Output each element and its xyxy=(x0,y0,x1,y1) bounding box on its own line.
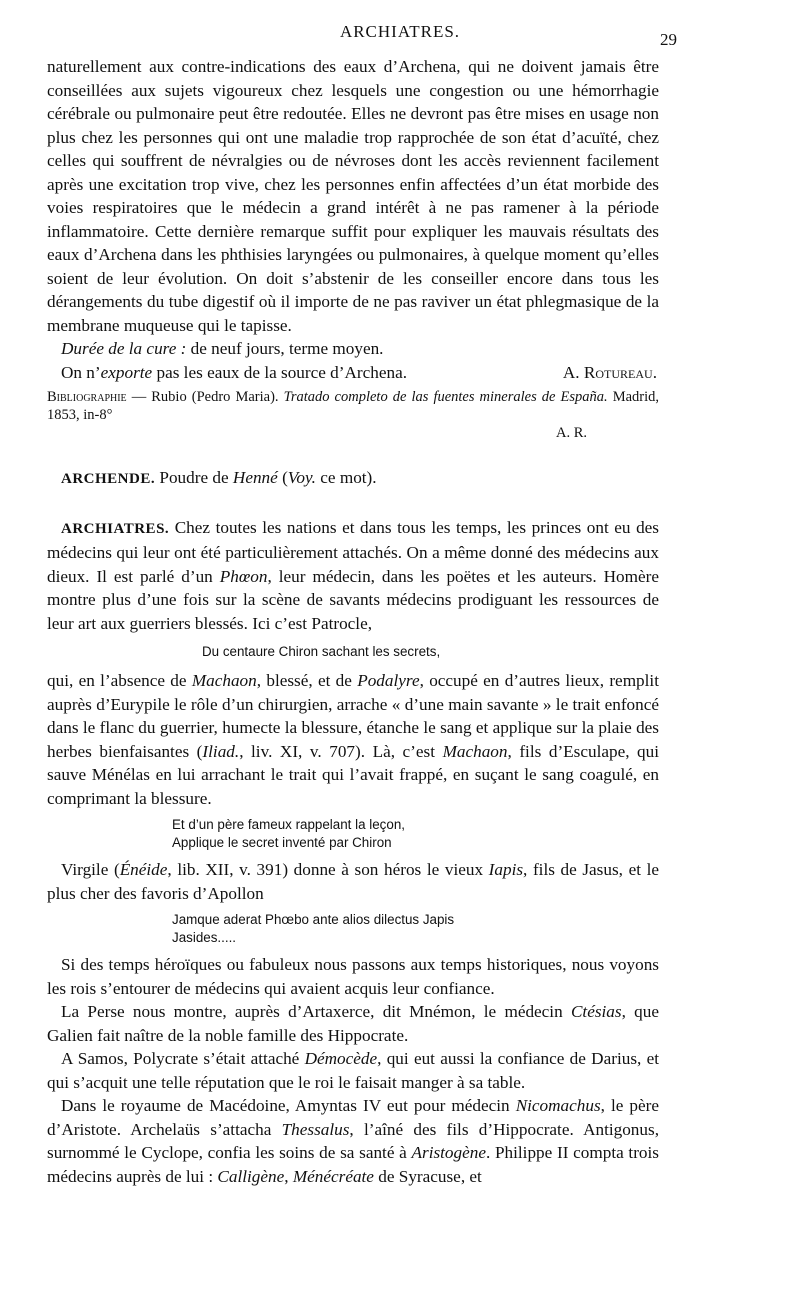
bibliography-author: — Rubio (Pedro Maria). xyxy=(126,389,284,405)
page-body xyxy=(47,55,659,1188)
machaon-text-b4: , liv. XI, v. 707). Là, c’est xyxy=(239,741,443,761)
verse-line: Et d’un père fameux rappelant la leçon, xyxy=(172,817,405,832)
archende-italic: Henné xyxy=(232,468,278,487)
paragraph-machaon xyxy=(47,669,659,810)
bibliography xyxy=(47,388,659,424)
paragraph-macedoine xyxy=(47,1094,659,1188)
macedoine-text-g1: Dans le royaume de Macédoine, Amyntas IV eut pour médecin xyxy=(61,1096,516,1115)
running-title: ARCHIATRES. xyxy=(339,22,461,41)
export-text-post: pas les eaux de la source d’Archena. xyxy=(152,362,408,382)
paragraph-contraindications: naturellement aux contre-indications des eaux d’Archena, qui ne doivent jamais être conseillées aux sujets vigoureux chez lesquels une congestion ou une hémorrhagie cérébrale ou pulmonaire peut être redoutée. Elles ne devront pas être mises en usage non plus chez les personnes qui ont une maladie trop rapprochée de son état d’acuïté, chez celles qui souffrent de névralgies ou de névroses dont les accès reviennent facilement après une excitation trop vive, chez les personnes enfin affectées d’un état morbide des voies respiratoires que le médecin a grand intérêt à ne pas ramener à la période inflammatoire. Cette dernière remarque suffit pour expliquer les mauvais résultats des eaux d’Archena dans les phthisies laryngées ou pulmonaires, à quelque moment qu’elles soient de leur évolution. On doit s’abstenir de les conseiller encore dans tous les dérangements du tube digestif où il importe de ne pas raviver un état phlegmasique de la membrane muqueuse qui le tapisse. xyxy=(47,57,659,335)
page-number: 29 xyxy=(660,30,677,49)
macedoine-text-g3: , l’aîné des fils d’Hippocrate. Antigonus, surnommé le Cyclope, confia les soins de sa santé à xyxy=(47,1119,659,1162)
macedoine-text-g5: , xyxy=(284,1166,293,1186)
archende-text-pre: Poudre de xyxy=(155,468,233,487)
cure-duration-label: Durée de la cure : xyxy=(61,339,187,358)
ctesias-italic: Ctésias xyxy=(570,1002,622,1021)
podalyre-italic: Podalyre xyxy=(357,671,420,690)
machaon-text-b3: , occupé en d’autres lieux, remplit auprès d’Eurypile le rôle d’un chirurgien, arrache « d’une main savante » le trait enfoncé dans le flanc du guerrier, humecte la blessure, étanche le sang et applique sur la plaie des herbes bienfaisantes ( xyxy=(47,671,659,761)
archende-text-post: ce mot). xyxy=(315,468,377,487)
virgile-text-c1: Virgile ( xyxy=(61,860,120,879)
paragraph-cure-duration xyxy=(47,337,659,361)
headword-archiatres: ARCHIATRES. xyxy=(61,520,170,537)
machaon-text-b5: , fils d’Esculape, qui sauve Ménélas en lui arrachant le trait qui l’avait frappé, en suçant le sang coagulé, en comprimant la blessure. xyxy=(47,741,660,808)
macedoine-text-g4: . Philippe II compta trois médecins auprès de lui : xyxy=(47,1143,659,1186)
samos-text-f2: , qui eut aussi la confiance de Darius, et qui s’acquit une telle réputation que le roi le faisait manger à sa table. xyxy=(47,1049,659,1092)
calligene-italic: Calligène xyxy=(217,1166,285,1186)
paragraph-samos xyxy=(47,1047,659,1094)
machaon-text-b1: qui, en l’absence de xyxy=(47,671,192,690)
archende-text-mid: ( xyxy=(277,468,288,487)
paragraph-perse xyxy=(47,1000,659,1047)
iliad-italic: Iliad. xyxy=(202,741,240,761)
democede-italic: Démocède xyxy=(304,1049,378,1068)
export-italic: exporte xyxy=(100,362,153,382)
entry-archende xyxy=(47,466,659,492)
cure-duration-text: de neuf jours, terme moyen. xyxy=(186,339,384,358)
headword-archende: ARCHENDE. xyxy=(61,471,156,487)
archiatres-text-a2: , leur médecin, dans les poëtes et les auteurs. Homère montre plus d’une fois sur la scène de savants médecins prodiguant les ressources de leur art aux guerriers blessés. Ici c’est Patrocle, xyxy=(47,566,659,633)
macedoine-text-g2: , le père d’Aristote. Archelaüs s’attacha xyxy=(47,1096,660,1139)
iapis-italic: Iapis xyxy=(488,860,524,879)
verse-line: Applique le secret inventé par Chiron xyxy=(172,835,392,850)
aristogene-italic: Aristogène xyxy=(411,1143,486,1162)
eneide-italic: Énéide xyxy=(119,860,168,879)
paragraph-historic-times: Si des temps héroïques ou fabuleux nous passons aux temps historiques, nous voyons les rois s’entourer de médecins qui avaient acquis leur confiance. xyxy=(47,955,659,998)
perse-text-e1: La Perse nous montre, auprès d’Artaxerce, dit Mnémon, le médecin xyxy=(61,1002,571,1021)
bibliography-title: Tratado completo de las fuentes minerales de España. xyxy=(283,389,608,405)
archende-italic-voy: Voy. xyxy=(287,468,316,487)
machaon-text-b2: , blessé, et de xyxy=(256,671,358,690)
machaon-italic-1: Machaon xyxy=(191,671,257,690)
bibliography-label: Bibliographie xyxy=(47,389,127,405)
bibliography-place: Madrid, 1853, in-8° xyxy=(47,389,660,423)
author-signature: A. Rotureau. xyxy=(562,362,657,382)
samos-text-f1: A Samos, Polycrate s’était attaché xyxy=(61,1049,305,1068)
export-text-pre: On n’ xyxy=(61,362,101,382)
archiatres-text-a1: Chez toutes les nations et dans tous les temps, les princes ont eu des médecins qui leur ont été particulièrement attachés. On a même donné des médecins aux dieux. Il est parlé d’un xyxy=(47,517,659,586)
verse-quote-pere xyxy=(172,816,659,852)
entry-archiatres xyxy=(47,516,659,636)
macedoine-text-g6: de Syracuse, et xyxy=(373,1166,482,1186)
verse-quote-chiron: Du centaure Chiron sachant les secrets, xyxy=(202,644,441,659)
virgile-text-c2: , lib. XII, v. 391) donne à son héros le vieux xyxy=(167,860,489,879)
verse-line: Jamque aderat Phœbo ante alios dilectus Japis xyxy=(172,912,455,927)
perse-text-e2: , que Galien fait naître de la noble famille des Hippocrate. xyxy=(47,1002,659,1045)
verse-line: Jasides..... xyxy=(172,930,237,945)
bibliography-initials: A. R. xyxy=(555,425,587,441)
machaon-italic-2: Machaon xyxy=(442,741,508,761)
paragraph-virgile xyxy=(47,858,659,905)
menecreate-italic: Ménécréate xyxy=(292,1166,374,1186)
virgile-text-c3: , fils de Jasus, et le plus cher des favoris d’Apollon xyxy=(47,860,659,903)
nicomachus-italic: Nicomachus xyxy=(515,1096,601,1115)
paragraph-export xyxy=(47,361,659,385)
thessalus-italic: Thessalus xyxy=(281,1119,350,1139)
archiatres-italic-phoeon: Phœon xyxy=(219,566,268,586)
verse-quote-latin xyxy=(172,911,659,947)
